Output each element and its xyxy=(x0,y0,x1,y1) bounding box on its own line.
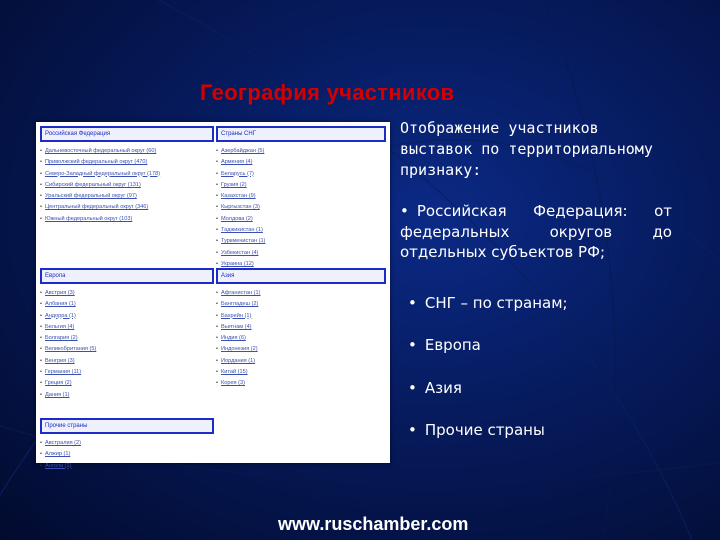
section-russia xyxy=(40,126,214,225)
list-item[interactable]: • Австрия (3) xyxy=(40,290,75,296)
section-list-asia xyxy=(216,288,386,390)
list-item[interactable]: • Северо-Западный федеральный округ (178) xyxy=(40,170,161,177)
list-item[interactable]: • Азербайджан (5) xyxy=(216,148,265,154)
bullet-other: • Прочие страны xyxy=(408,421,545,439)
list-item[interactable]: • Кыргызстан (3) xyxy=(216,204,260,211)
list-item[interactable]: • Туркменистан (1) xyxy=(216,238,266,245)
list-item[interactable]: • Уральский федеральный округ (97) xyxy=(40,193,137,200)
list-item[interactable]: • Ангола (1) xyxy=(40,462,72,469)
section-header-cis[interactable]: Страны СНГ xyxy=(216,126,386,142)
section-header-other[interactable]: Прочие страны xyxy=(40,418,214,434)
section-header-russia[interactable]: Российская Федерация xyxy=(40,126,214,142)
slide-title: География участников xyxy=(200,80,455,105)
bullet-asia: • Азия xyxy=(408,378,462,397)
section-asia xyxy=(216,268,386,390)
bullet-dot-icon: • xyxy=(408,293,417,312)
bullet-dot-icon: • xyxy=(400,202,409,220)
section-cis xyxy=(216,126,386,270)
section-list-cis xyxy=(216,146,386,270)
list-item[interactable]: • Центральный федеральный округ (346) xyxy=(40,204,149,211)
list-item[interactable]: • Южный федеральный округ (103) xyxy=(40,215,133,222)
section-list-europe xyxy=(40,288,214,401)
footer-url[interactable]: www.ruschamber.com xyxy=(278,514,469,534)
list-item[interactable]: • Греция (2) xyxy=(40,380,72,387)
website-screenshot xyxy=(36,122,390,469)
list-item[interactable]: • Афганистан (1) xyxy=(216,290,261,296)
list-item[interactable]: • Бельгия (4) xyxy=(40,323,75,330)
list-item[interactable]: • Сибирский федеральный округ (131) xyxy=(40,181,141,188)
list-item[interactable]: • Украина (12) xyxy=(216,260,254,267)
list-item[interactable]: • Китай (15) xyxy=(216,369,248,376)
list-item[interactable]: • Индия (6) xyxy=(216,335,246,342)
list-item[interactable]: • Узбекистан (4) xyxy=(216,249,259,256)
bullet-cis: • СНГ – по странам; xyxy=(408,293,568,312)
description-panel xyxy=(400,118,672,441)
list-item[interactable]: • Болгария (2) xyxy=(40,335,78,342)
list-item[interactable]: • Бангладеш (2) xyxy=(216,301,259,308)
list-item[interactable]: • Дальневосточный федеральный округ (60) xyxy=(40,148,157,154)
list-item[interactable]: • Казахстан (9) xyxy=(216,193,256,200)
list-item[interactable]: • Албания (1) xyxy=(40,301,76,308)
list-item[interactable]: • Беларусь (7) xyxy=(216,170,254,177)
list-item[interactable]: • Приволжский федеральный округ (470) xyxy=(40,159,148,166)
intro-text: Отображение участников выставок по территориальному признаку: xyxy=(400,119,653,179)
list-item[interactable]: • Армения (4) xyxy=(216,159,253,166)
list-item[interactable]: • Австралия (2) xyxy=(40,440,81,446)
list-item[interactable]: • Андорра (1) xyxy=(40,312,76,319)
list-item[interactable]: • Алжир (1) xyxy=(40,451,71,458)
section-list-russia xyxy=(40,146,214,225)
list-item[interactable]: • Германия (11) xyxy=(40,369,82,376)
bullet-dot-icon: • xyxy=(408,378,417,397)
list-item[interactable]: • Бахрейн (1) xyxy=(216,312,252,319)
section-other xyxy=(40,418,214,472)
bullet-russia: • Российская Федерация: от федеральных округов до отдельных субъектов РФ; xyxy=(400,202,672,261)
list-item[interactable]: • Иордания (1) xyxy=(216,357,256,364)
section-header-asia[interactable]: Азия xyxy=(216,268,386,284)
section-list-other xyxy=(40,438,214,472)
bullet-dot-icon: • xyxy=(408,336,417,354)
list-item[interactable]: • Венгрия (3) xyxy=(40,357,75,364)
list-item[interactable]: • Корея (3) xyxy=(216,380,245,387)
list-item[interactable]: • Дания (1) xyxy=(40,391,70,398)
section-header-europe[interactable]: Европа xyxy=(40,268,214,284)
section-europe xyxy=(40,268,214,401)
list-item[interactable]: • Молдова (2) xyxy=(216,215,253,222)
list-item[interactable]: • Вьетнам (4) xyxy=(216,323,252,330)
list-item[interactable]: • Индонезия (2) xyxy=(216,346,258,353)
list-item[interactable]: • Великобритания (5) xyxy=(40,346,97,353)
list-item[interactable]: • Таджикистан (1) xyxy=(216,227,263,234)
bullet-europe: • Европа xyxy=(408,336,481,354)
bullet-dot-icon: • xyxy=(408,421,417,439)
list-item[interactable]: • Грузия (2) xyxy=(216,181,247,188)
